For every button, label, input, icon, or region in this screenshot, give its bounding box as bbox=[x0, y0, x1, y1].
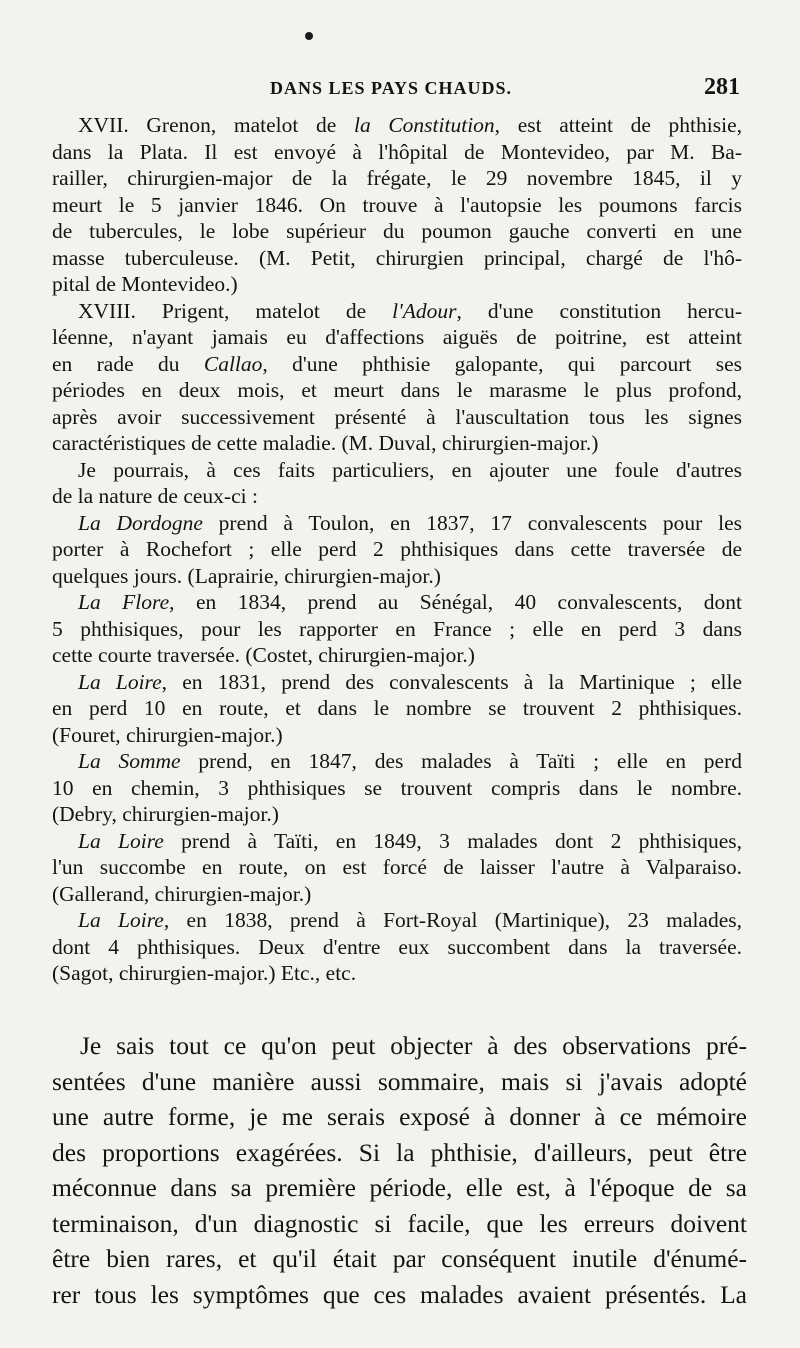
text-line: (Fouret, chirurgien-major.) bbox=[52, 722, 283, 747]
text-line: terminaison, d'un diagnostic si facile, que les erreurs doivent bbox=[52, 1208, 747, 1238]
text-line: Je sais tout ce qu'on peut objecter à des observations pré- bbox=[80, 1031, 747, 1060]
running-title: DANS LES PAYS CHAUDS. bbox=[270, 78, 513, 98]
text-line: être bien rares, et qu'il était par conséquent inutile d'énumé- bbox=[52, 1244, 747, 1273]
text-line: de la nature de ceux-ci : bbox=[52, 484, 258, 508]
text-line: dont 4 phthisiques. Deux d'entre eux succombent dans la traversée. bbox=[52, 934, 742, 959]
text-line: rer tous les symptômes que ces malades avaient présentés. La bbox=[52, 1279, 747, 1309]
text-line: La Loire, en 1831, prend des convalescents à la Martinique ; elle bbox=[78, 669, 742, 694]
text-line: des proportions exagérées. Si la phthisie, d'ailleurs, peut être bbox=[52, 1137, 747, 1167]
text-line: (Gallerand, chirurgien-major.) bbox=[52, 881, 312, 906]
text-line: après avoir successivement présenté à l'auscultation tous les signes bbox=[52, 404, 742, 429]
text-line: masse tuberculeuse. (M. Petit, chirurgien principal, chargé de l'hô- bbox=[52, 245, 742, 270]
text-line: (Debry, chirurgien-major.) bbox=[52, 802, 279, 826]
ink-dot bbox=[305, 32, 313, 40]
page-number: 281 bbox=[704, 74, 740, 100]
text-line: La Loire prend à Taïti, en 1849, 3 malades dont 2 phthisiques, bbox=[78, 828, 742, 853]
text-line: pital de Montevideo.) bbox=[52, 272, 238, 296]
text-line: léenne, n'ayant jamais eu d'affections aiguës de poitrine, est atteint bbox=[52, 325, 742, 349]
text-line: en rade du Callao, d'une phthisie galopante, qui parcourt ses bbox=[52, 351, 742, 376]
text-line: porter à Rochefort ; elle perd 2 phthisiques dans cette traversée de bbox=[52, 537, 742, 561]
text-line: en perd 10 en route, et dans le nombre se trouvent 2 phthisiques. bbox=[52, 696, 742, 720]
case-observations bbox=[52, 112, 742, 987]
text-line: La Flore, en 1834, prend au Sénégal, 40 convalescents, dont bbox=[78, 590, 742, 614]
commentary-paragraph bbox=[52, 1028, 747, 1312]
text-line: de tubercules, le lobe supérieur du poumon gauche converti en une bbox=[52, 219, 742, 243]
text-line: Je pourrais, à ces faits particuliers, en ajouter une foule d'autres bbox=[78, 457, 742, 482]
text-line: cette courte traversée. (Costet, chirurgien-major.) bbox=[52, 643, 475, 667]
text-line: La Dordogne prend à Toulon, en 1837, 17 convalescents pour les bbox=[78, 510, 742, 535]
text-line: méconnue dans sa première période, elle est, à l'époque de sa bbox=[52, 1173, 747, 1202]
text-line: La Somme prend, en 1847, des malades à Taïti ; elle en perd bbox=[78, 749, 742, 773]
text-line: dans la Plata. Il est envoyé à l'hôpital de Montevideo, par M. Ba- bbox=[52, 139, 742, 164]
text-line: La Loire, en 1838, prend à Fort-Royal (Martinique), 23 malades, bbox=[78, 908, 742, 932]
text-line: XVIII. Prigent, matelot de l'Adour, d'une constitution hercu- bbox=[78, 298, 742, 323]
text-line: railler, chirurgien-major de la frégate, le 29 novembre 1845, il y bbox=[52, 166, 742, 190]
text-line: 10 en chemin, 3 phthisiques se trouvent compris dans le nombre. bbox=[52, 775, 742, 800]
text-line: 5 phthisiques, pour les rapporter en France ; elle en perd 3 dans bbox=[52, 616, 742, 641]
text-line: meurt le 5 janvier 1846. On trouve à l'autopsie les poumons farcis bbox=[52, 192, 742, 217]
text-line: caractéristiques de cette maladie. (M. Duval, chirurgien-major.) bbox=[52, 431, 599, 455]
text-line: une autre forme, je me serais exposé à donner à ce mémoire bbox=[52, 1102, 747, 1131]
text-line: (Sagot, chirurgien-major.) Etc., etc. bbox=[52, 961, 357, 985]
text-line: périodes en deux mois, et meurt dans le marasme le plus profond, bbox=[52, 378, 742, 402]
text-line: sentées d'une manière aussi sommaire, mais si j'avais adopté bbox=[52, 1066, 747, 1096]
text-line: XVII. Grenon, matelot de la Constitution, est atteint de phthisie, bbox=[78, 113, 742, 137]
text-line: quelques jours. (Laprairie, chirurgien-major.) bbox=[52, 563, 441, 588]
text-line: l'un succombe en route, on est forcé de laisser l'autre à Valparaiso. bbox=[52, 855, 742, 879]
running-head bbox=[56, 74, 740, 104]
